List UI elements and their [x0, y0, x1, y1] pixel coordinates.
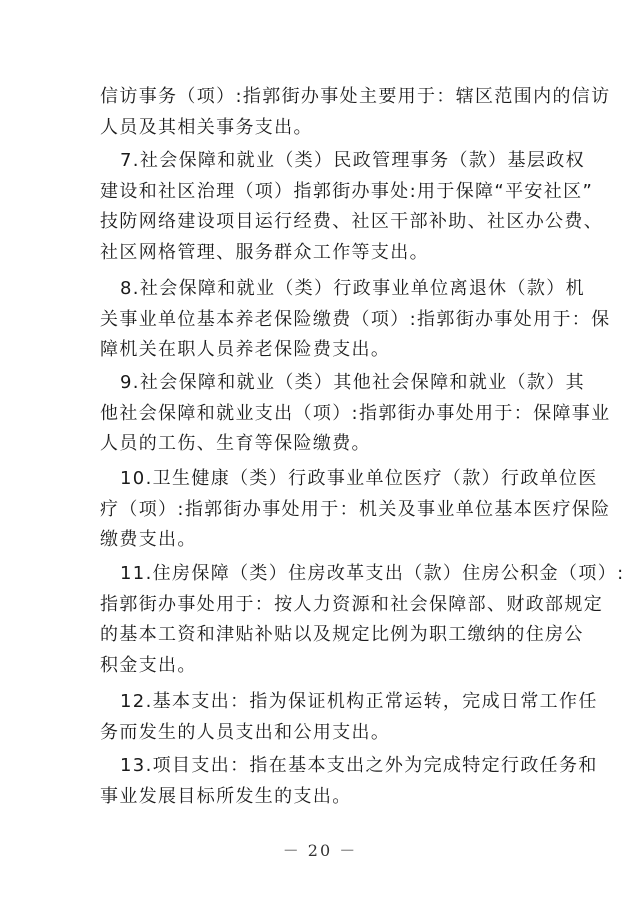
text-line: 7.社会保障和就业（类）民政管理事务（款）基层政权	[120, 150, 585, 171]
text-line: 9.社会保障和就业（类）其他社会保障和就业（款）其	[120, 372, 585, 393]
paragraph-item-7	[100, 146, 604, 268]
text-line: 13.项目支出：指在基本支出之外为完成特定行政任务和	[120, 755, 598, 776]
text-line: 人员及其相关事务支出。	[100, 116, 313, 138]
text-line: 积金支出。	[100, 654, 197, 676]
text-line: 疗（项）:指郭街办事处用于：机关及事业单位基本医疗保险	[100, 498, 611, 520]
text-line: 12.基本支出：指为保证机构正常运转，完成日常工作任	[120, 691, 598, 712]
text-line: 11.住房保障（类）住房改革支出（款）住房公积金（项）:	[120, 563, 625, 584]
text-line: 社区网格管理、服务群众工作等支出。	[100, 241, 429, 263]
text-line: 的基本工资和津贴补贴以及规定比例为职工缴纳的住房公	[100, 624, 584, 645]
text-line: 指郭街办事处用于：按人力资源和社会保障部、财政部规定	[100, 593, 604, 615]
text-line: 务而发生的人员支出和公用支出。	[100, 721, 391, 743]
text-line: 信访事务（项）:指郭街办事处主要用于：辖区范围内的信访	[100, 86, 611, 107]
text-line: 缴费支出。	[100, 529, 197, 550]
text-line: 关事业单位基本养老保险缴费（项）:指郭街办事处用于：保	[100, 308, 611, 330]
text-line: 8.社会保障和就业（类）行政事业单位离退休（款）机	[120, 278, 585, 299]
paragraph-item-12	[100, 687, 598, 748]
paragraph-item-13	[100, 751, 598, 812]
text-line: 建设和社区治理（项）指郭街办事处:用于保障“平安社区”	[100, 180, 594, 202]
paragraph-item-8	[100, 274, 611, 366]
paragraph-item-9	[100, 368, 611, 460]
text-line: 10.卫生健康（类）行政事业单位医疗（款）行政单位医	[120, 468, 598, 489]
paragraph-item-11	[100, 559, 625, 681]
paragraph-item-10	[100, 464, 611, 556]
text-line: 障机关在职人员养老保险费支出。	[100, 339, 391, 360]
text-line: 人员的工伤、生育等保险缴费。	[100, 433, 371, 454]
page-number: － 20 －	[282, 841, 358, 860]
text-line: 他社会保障和就业支出（项）:指郭街办事处用于：保障事业	[100, 402, 611, 424]
text-line: 事业发展目标所发生的支出。	[100, 785, 352, 807]
paragraph-petition-affairs	[100, 82, 611, 143]
text-line: 技防网络建设项目运行经费、社区干部补助、社区办公费、	[100, 211, 604, 232]
